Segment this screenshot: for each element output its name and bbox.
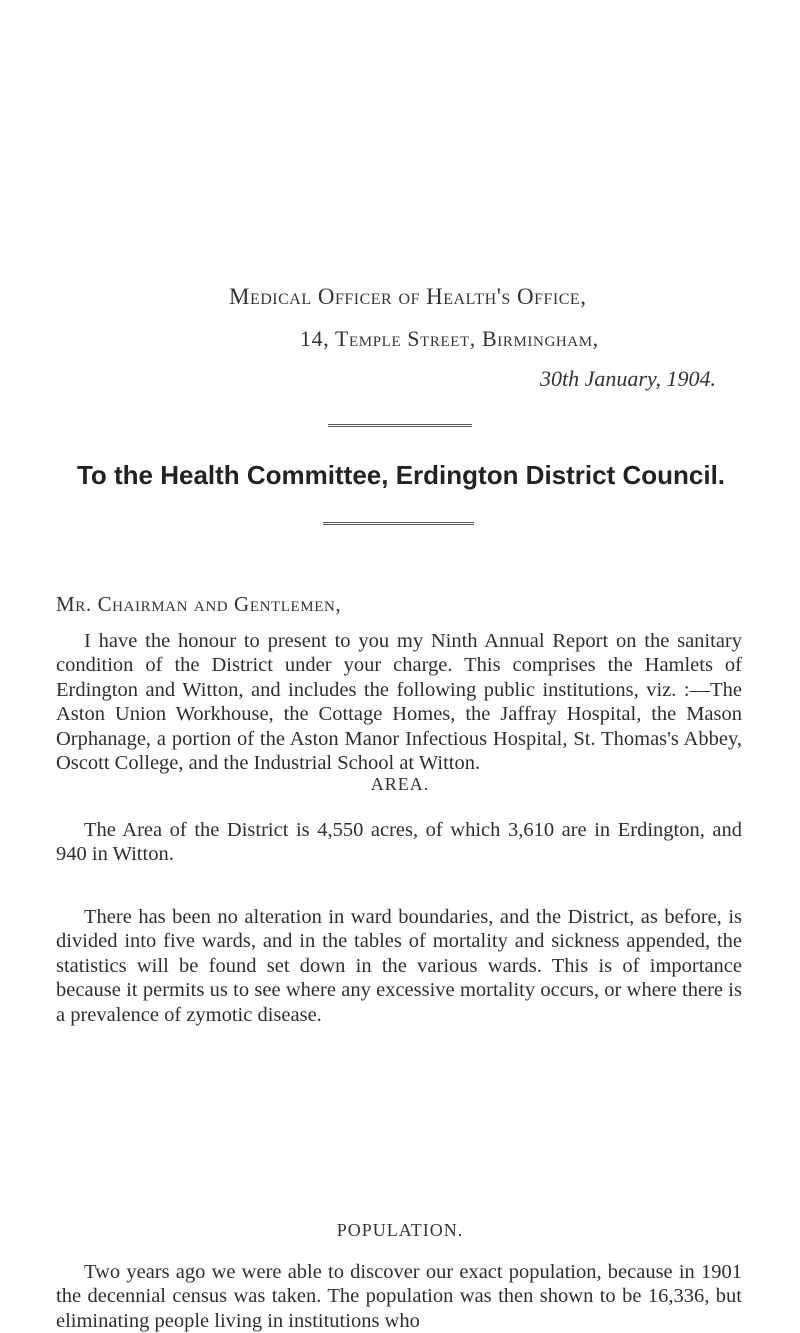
paragraph-intro [56, 629, 742, 775]
divider-rule-top [328, 424, 472, 427]
page-title: To the Health Committee, Erdington District Council. [76, 460, 726, 490]
letterhead-office: Medical Officer of Health's Office, [229, 284, 587, 309]
paragraph-area-2 [56, 905, 742, 1027]
salutation: Mr. Chairman and Gentlemen, [56, 592, 342, 616]
paragraph-area-1-text: The Area of the District is 4,550 acres, of which 3,610 are in Erdington, and 940 in Witton. [56, 819, 742, 866]
paragraph-population-1-text: Two years ago we were able to discover our exact population, because in 1901 the decennial census was taken. The population was then shown to be 16,336, but eliminating people living in institutions who [56, 1261, 742, 1332]
section-heading-area: AREA. [370, 774, 430, 794]
letterhead-address: 14, Temple Street, Birmingham, [300, 326, 599, 351]
divider-rule-bottom [323, 522, 474, 525]
paragraph-intro-text: I have the honour to present to you my Ninth Annual Report on the sanitary condition of the District under your charge. This comprises the Hamlets of Erdington and Witton, and includes the following public institutions, viz. :—The Aston Union Workhouse, the Cottage Homes, the Jaffray Hospital, the Mason Orphanage, a portion of the Aston Manor Infectious Hospital, St. Thomas's Abbey, Oscott College, and the Industrial School at Witton. [56, 630, 742, 775]
paragraph-population-1 [56, 1260, 742, 1333]
section-heading-population: POPULATION. [336, 1220, 464, 1240]
paragraph-area-2-text: There has been no alteration in ward boundaries, and the District, as before, is divided into five wards, and in the tables of mortality and sickness appended, the statistics will be found set down in the various wards. This is of importance because it permits us to see where any excessive mortality occurs, or where there is a prevalence of zymotic disease. [56, 906, 742, 1026]
paragraph-area-1 [56, 818, 742, 867]
letterhead-date: 30th January, 1904. [540, 366, 716, 391]
